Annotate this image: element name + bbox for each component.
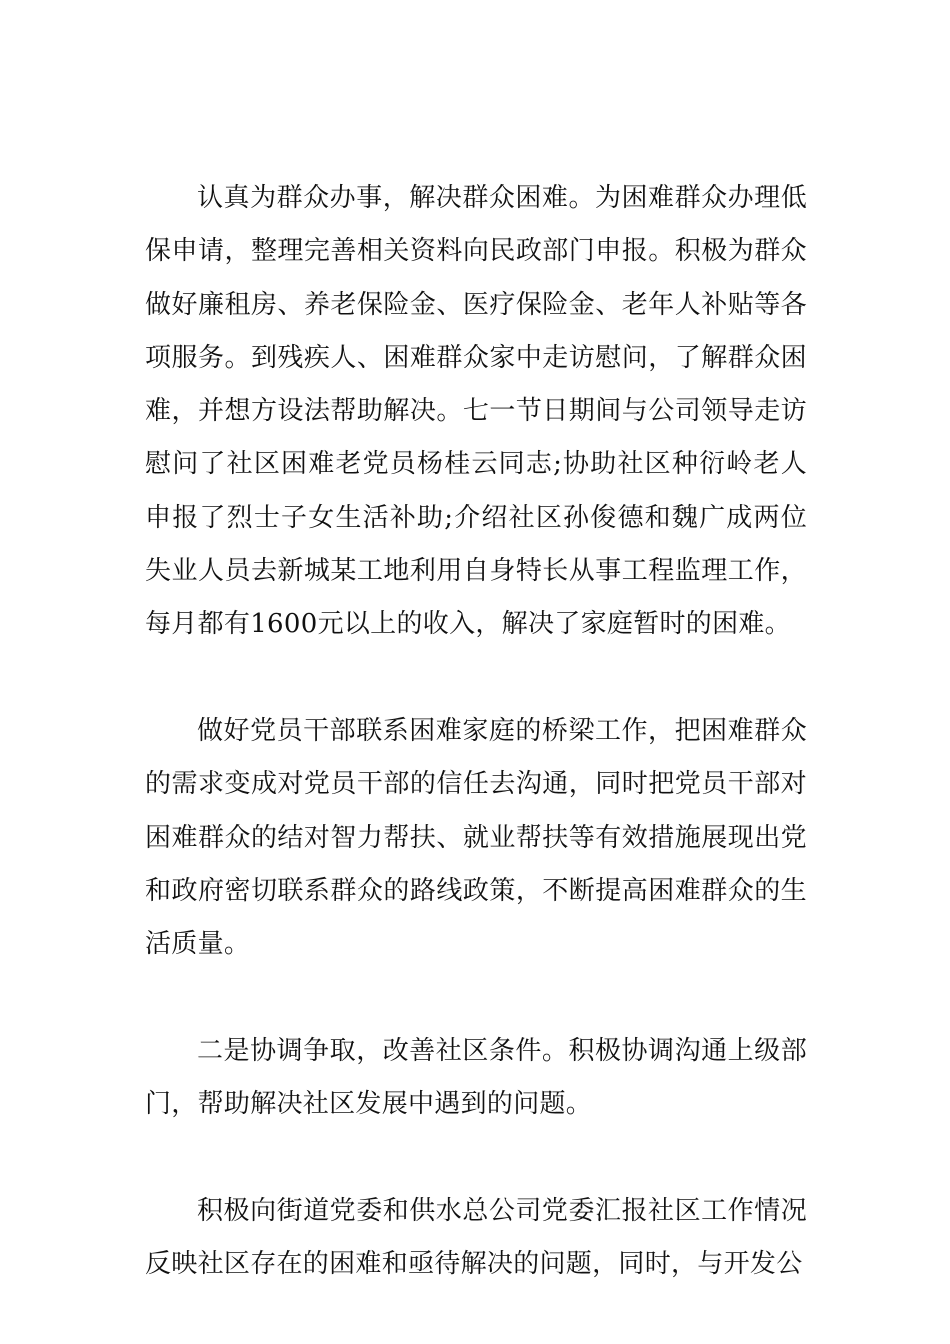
paragraph-help-residents: 认真为群众办事，解决群众困难。为困难群众办理低保申请，整理完善相关资料向民政部门申报。积极为群众做好廉租房、养老保险金、医疗保险金、老年人补贴等各项服务。到残疾人、困难群众家中走访慰问，了解群众困难，并想方设法帮助解决。七一节日期间与公司领导走访慰问了社区困难老党员杨桂云同志;协助社区种衍岭老人申报了烈士子女生活补助;介绍社区孙俊德和魏广成两位失业人员去新城某工地利用自身特长从事工程监理工作，每月都有1600元以上的收入，解决了家庭暂时的困难。 [145,183,807,640]
document-body [145,172,807,1291]
paragraph-coordinate-improve: 二是协调争取，改善社区条件。积极协调沟通上级部门，帮助解决社区发展中遇到的问题。 [145,1035,807,1120]
paragraph-report-to-committee: 积极向街道党委和供水总公司党委汇报社区工作情况反映社区存在的困难和亟待解决的问题，同时，与开发公 [145,1195,807,1279]
paragraph-party-bridge: 做好党员干部联系困难家庭的桥梁工作，把困难群众的需求变成对党员干部的信任去沟通，同时把党员干部对困难群众的结对智力帮扶、就业帮扶等有效措施展现出党和政府密切联系群众的路线政策，不断提高困难群众的生活质量。 [145,715,807,960]
